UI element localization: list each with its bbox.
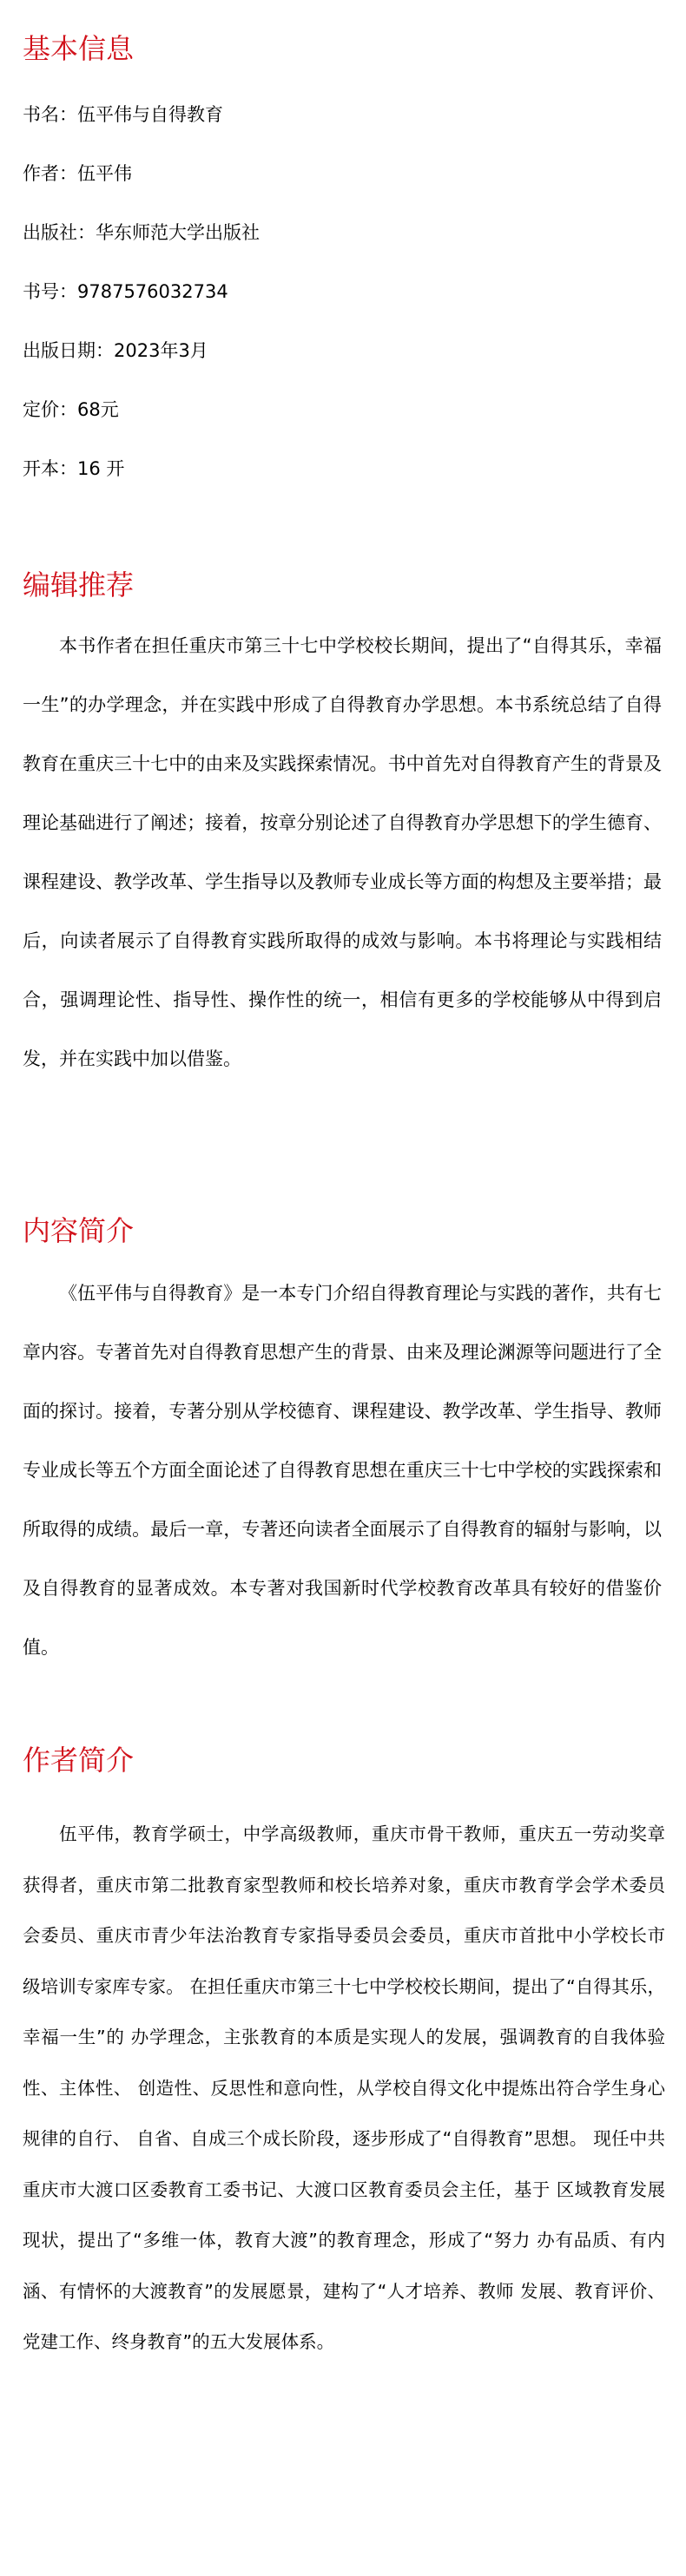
basic-info-heading: 基本信息 — [23, 32, 135, 65]
info-row-format — [23, 457, 124, 481]
info-value: 伍平伟 — [77, 163, 132, 184]
content-summary-text: 《伍平伟与自得教育》是一本专门介绍自得教育理论与实践的著作，共有七章内容。专著首先对自得教育思想产生的背景、由来及理论渊源等问题进行了全面的探讨。接着，专著分别从学校德育、课程建设、教学改革、学生指导、教师专业成长等五个方面全面论述了自得教育思想在重庆三十七中学校的实践探索和所取得的成绩。最后一章，专著还向读者全面展示了自得教育的辐射与影响，以及自得教育的显著成效。本专著对我国新时代学校教育改革具有较好的借鉴价值。 — [23, 1283, 662, 1658]
author-intro-heading: 作者简介 — [23, 1744, 135, 1777]
editor-recommendation-text: 本书作者在担任重庆市第三十七中学校校长期间，提出了“自得其乐，幸福一生”的办学理念，并在实践中形成了自得教育办学思想。本书系统总结了自得教育在重庆三十七中的由来及实践探索情况。书中首先对自得教育产生的背景及理论基础进行了阐述；接着，按章分别论述了自得教育办学思想下的学生德育、课程建设、教学改革、学生指导以及教师专业成长等方面的构想及主要举措；最后，向读者展示了自得教育实践所取得的成效与影响。本书将理论与实践相结合，强调理论性、指导性、操作性的统一，相信有更多的学校能够从中得到启发，并在实践中加以借鉴。 — [23, 635, 662, 1069]
info-row-isbn — [23, 279, 228, 304]
info-value: 华东师范大学出版社 — [96, 222, 260, 243]
info-value: 16 开 — [77, 458, 125, 479]
info-value: 伍平伟与自得教育 — [77, 104, 223, 125]
info-label: 出版社： — [23, 222, 96, 243]
info-row-pub-date — [23, 338, 208, 363]
info-value: 9787576032734 — [77, 281, 228, 302]
info-label: 书名： — [23, 104, 77, 125]
info-row-price — [23, 398, 119, 422]
info-row-author — [23, 161, 132, 186]
info-row-publisher — [23, 220, 260, 245]
author-intro-text: 伍平伟，教育学硕士，中学高级教师，重庆市骨干教师，重庆五一劳动奖章 获得者，重庆市第二批教育家型教师和校长培养对象，重庆市教育学会学术委员 会委员、重庆市青少年法治教育专家指导委员会委员，重庆市首批中小学校长市 级培训专家库专家。 在担任重庆市第三十七中学校校长期间，提出了“自得其乐，幸福一生”的 办学理念，主张教育的本质是实现人的发展，强调教育的自我体验性、主体性、 创造性、反思性和意向性，从学校自得文化中提炼出符合学生身心规律的自行、 自省、自成三个成长阶段，逐步形成了“自得教育”思想。 现任中共重庆市大渡口区委教育工委书记、大渡口区教育委员会主任，基于 区域教育发展现状，提出了“多维一体，教育大渡”的教育理念，形成了“努力 办有品质、有内涵、有情怀的大渡教育”的发展愿景，建构了“人才培养、教师 发展、教育评价、党建工作、终身教育”的五大发展体系。 — [23, 1824, 665, 2352]
editor-recommendation-heading: 编辑推荐 — [23, 568, 135, 601]
content-summary-heading: 内容简介 — [23, 1214, 135, 1247]
info-row-title — [23, 102, 223, 127]
info-label: 开本： — [23, 458, 77, 479]
info-value: 68元 — [77, 399, 119, 420]
info-label: 作者： — [23, 163, 77, 184]
info-label: 书号： — [23, 281, 77, 302]
info-label: 定价： — [23, 399, 77, 420]
info-label: 出版日期： — [23, 340, 114, 361]
info-value: 2023年3月 — [114, 340, 208, 361]
